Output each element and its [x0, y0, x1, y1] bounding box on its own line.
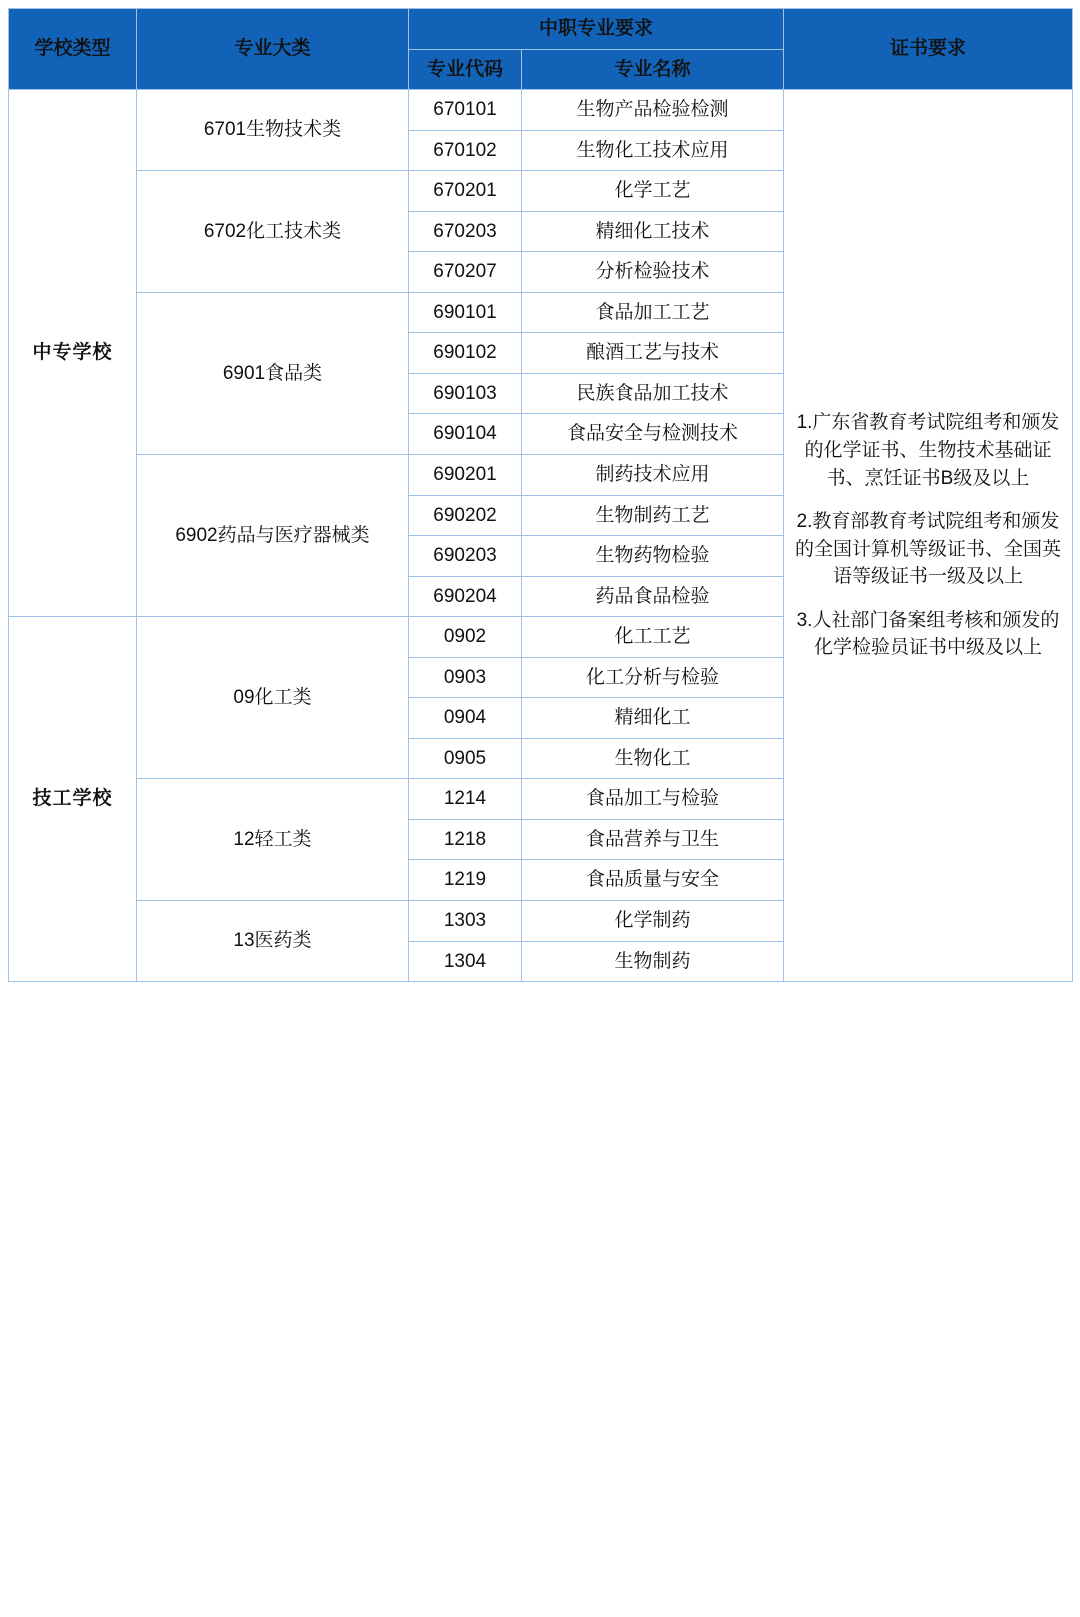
major-code-cell: 690101 — [409, 292, 522, 333]
major-code-cell: 670101 — [409, 90, 522, 131]
major-name-cell: 分析检验技术 — [522, 252, 784, 293]
header-certificate-requirement: 证书要求 — [784, 9, 1073, 90]
major-code-cell: 690202 — [409, 495, 522, 536]
table-body — [9, 90, 1073, 982]
major-group-cell: 6901食品类 — [137, 292, 409, 454]
major-name-cell: 生物制药 — [522, 941, 784, 982]
major-code-cell: 0904 — [409, 698, 522, 739]
major-name-cell: 食品加工与检验 — [522, 779, 784, 820]
header-major-name: 专业名称 — [522, 49, 784, 90]
school-type-cell: 中专学校 — [9, 90, 137, 617]
major-certificate-requirement-table — [8, 8, 1073, 982]
major-code-cell: 690204 — [409, 576, 522, 617]
major-name-cell: 化工工艺 — [522, 617, 784, 658]
table-row — [9, 90, 1073, 131]
header-major-category: 专业大类 — [137, 9, 409, 90]
major-code-cell: 0905 — [409, 738, 522, 779]
major-group-cell: 12轻工类 — [137, 779, 409, 901]
major-name-cell: 制药技术应用 — [522, 455, 784, 496]
major-name-cell: 酿酒工艺与技术 — [522, 333, 784, 374]
header-vocational-requirement: 中职专业要求 — [409, 9, 784, 50]
major-group-cell: 6702化工技术类 — [137, 171, 409, 293]
major-name-cell: 食品安全与检测技术 — [522, 414, 784, 455]
major-name-cell: 民族食品加工技术 — [522, 373, 784, 414]
major-code-cell: 690203 — [409, 536, 522, 577]
table-header — [9, 9, 1073, 90]
header-school-type: 学校类型 — [9, 9, 137, 90]
major-code-cell: 0902 — [409, 617, 522, 658]
major-code-cell: 670201 — [409, 171, 522, 212]
major-code-cell: 0903 — [409, 657, 522, 698]
major-name-cell: 生物药物检验 — [522, 536, 784, 577]
certificate-item-1: 1.广东省教育考试院组考和颁发的化学证书、生物技术基础证书、烹饪证书B级及以上 — [796, 412, 1060, 489]
major-name-cell: 化学制药 — [522, 901, 784, 942]
certificate-requirement-cell — [784, 90, 1073, 982]
major-code-cell: 690102 — [409, 333, 522, 374]
major-code-cell: 1218 — [409, 819, 522, 860]
major-code-cell: 670203 — [409, 211, 522, 252]
major-code-cell: 1214 — [409, 779, 522, 820]
header-row-top — [9, 9, 1073, 50]
major-code-cell: 690201 — [409, 455, 522, 496]
certificate-item-3: 3.人社部门备案组考核和颁发的化学检验员证书中级及以上 — [796, 609, 1060, 659]
major-code-cell: 1303 — [409, 901, 522, 942]
header-major-code: 专业代码 — [409, 49, 522, 90]
major-name-cell: 食品加工工艺 — [522, 292, 784, 333]
major-code-cell: 1304 — [409, 941, 522, 982]
major-name-cell: 精细化工 — [522, 698, 784, 739]
major-name-cell: 食品营养与卫生 — [522, 819, 784, 860]
major-code-cell: 690103 — [409, 373, 522, 414]
major-code-cell: 670102 — [409, 130, 522, 171]
major-name-cell: 药品食品检验 — [522, 576, 784, 617]
major-name-cell: 生物制药工艺 — [522, 495, 784, 536]
major-name-cell: 生物化工技术应用 — [522, 130, 784, 171]
major-group-cell: 09化工类 — [137, 617, 409, 779]
major-group-cell: 6701生物技术类 — [137, 90, 409, 171]
major-code-cell: 690104 — [409, 414, 522, 455]
certificate-item-2: 2.教育部教育考试院组考和颁发的全国计算机等级证书、全国英语等级证书一级及以上 — [795, 511, 1062, 588]
major-name-cell: 化学工艺 — [522, 171, 784, 212]
major-code-cell: 670207 — [409, 252, 522, 293]
school-type-cell: 技工学校 — [9, 617, 137, 982]
major-code-cell: 1219 — [409, 860, 522, 901]
major-name-cell: 生物产品检验检测 — [522, 90, 784, 131]
major-name-cell: 化工分析与检验 — [522, 657, 784, 698]
major-name-cell: 食品质量与安全 — [522, 860, 784, 901]
major-group-cell: 13医药类 — [137, 901, 409, 982]
major-group-cell: 6902药品与医疗器械类 — [137, 455, 409, 617]
major-name-cell: 精细化工技术 — [522, 211, 784, 252]
major-name-cell: 生物化工 — [522, 738, 784, 779]
